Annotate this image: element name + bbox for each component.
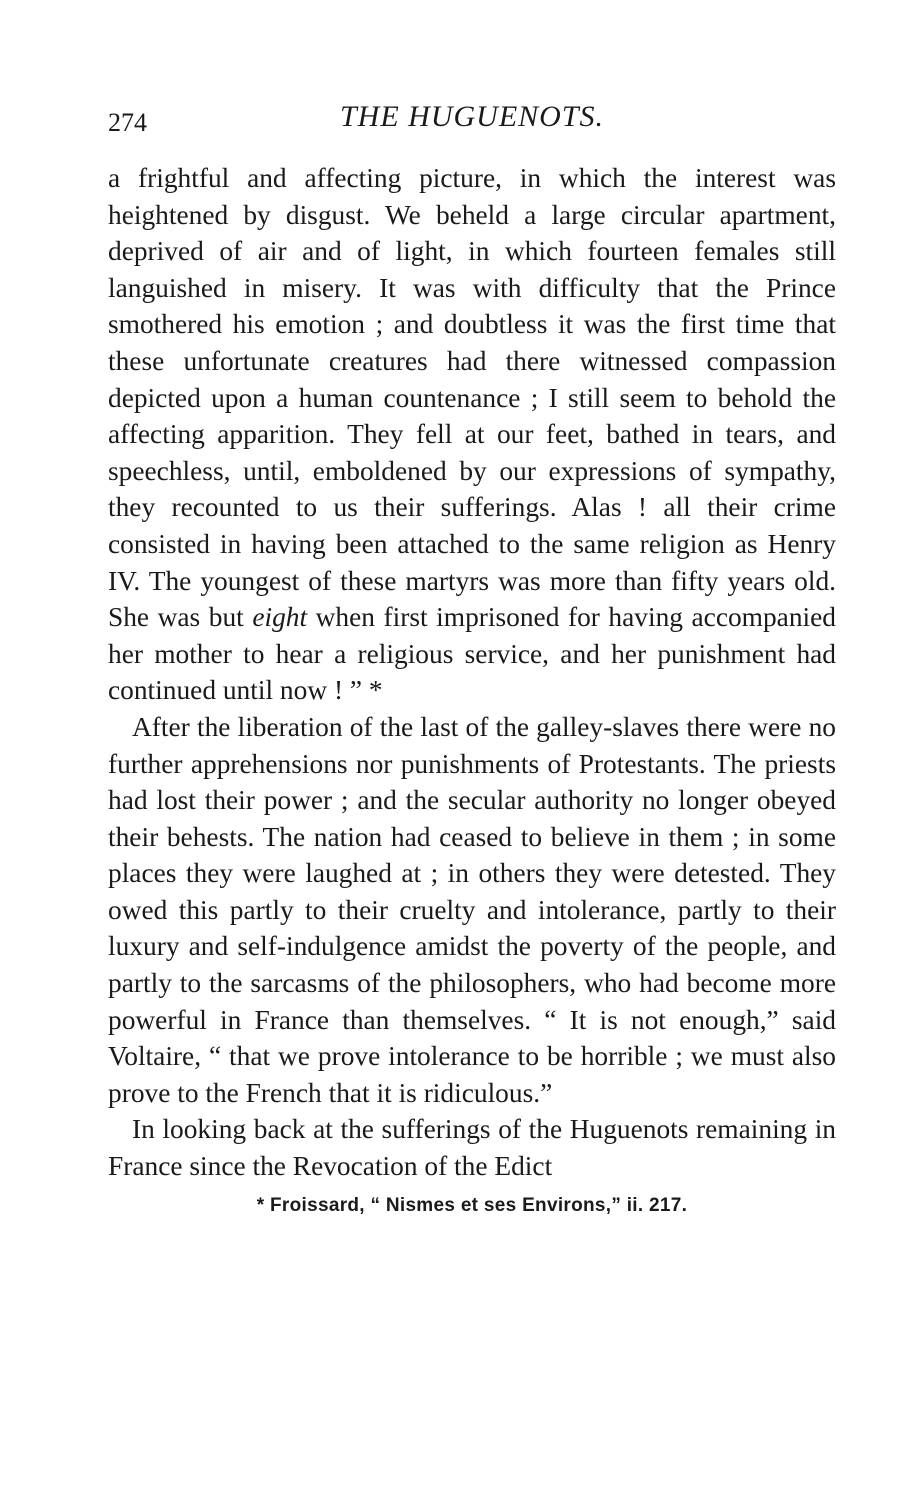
emphasis-word: eight — [252, 602, 308, 633]
running-head — [108, 100, 836, 146]
body-text — [108, 160, 836, 1185]
paragraph-text-after: when first imprisoned for having accompanied her mother to hear a religious service, and her punishment had continued until now ! ” * — [108, 602, 836, 706]
footnote: * Froissard, “ Nismes et ses Environs,” ii. 217. — [256, 1194, 688, 1216]
paragraph-text-before: a frightful and affecting picture, in which the interest was heightened by disgust. We beheld a large circular apartment, deprived of air and of light, in which fourteen females still languished in misery. It was with difficulty that the Prince smothered his emotion ; and doubtless it was the first time that these unfortunate creatures had there witnessed compassion depicted upon a human countenance ; I still seem to behold the affecting apparition. They fell at our feet, bathed in tears, and speechless, until, emboldened by our expressions of sympathy, they recounted to us their sufferings. Alas ! all their crime consisted in having been attached to the same religion as Henry IV. The youngest of these martyrs was more than fifty years old. She was but — [108, 163, 836, 633]
paragraph-liberation: After the liberation of the last of the galley-slaves there were no further apprehensions nor punishments of Protestants. The priests had lost their power ; and the secular authority no longer obeyed their behests. The nation had ceased to believe in them ; in some places they were laughed at ; in others they were detested. They owed this partly to their cruelty and intolerance, partly to their luxury and self-indulgence amidst the poverty of the people, and partly to the sarcasms of the philosophers, who had become more powerful in France than themselves. “ It is not enough,” said Voltaire, “ that we prove intolerance to be horrible ; we must also prove to the French that it is ridiculous.” — [108, 711, 836, 1108]
page-number: 274 — [108, 108, 147, 137]
paragraph-looking-back: In looking back at the sufferings of the Huguenots remaining in France since the Revocation of the Edict — [108, 1114, 836, 1182]
running-title: THE HUGUENOTS. — [339, 100, 605, 133]
book-page — [108, 100, 836, 1217]
paragraph-prison-visit — [108, 160, 836, 709]
